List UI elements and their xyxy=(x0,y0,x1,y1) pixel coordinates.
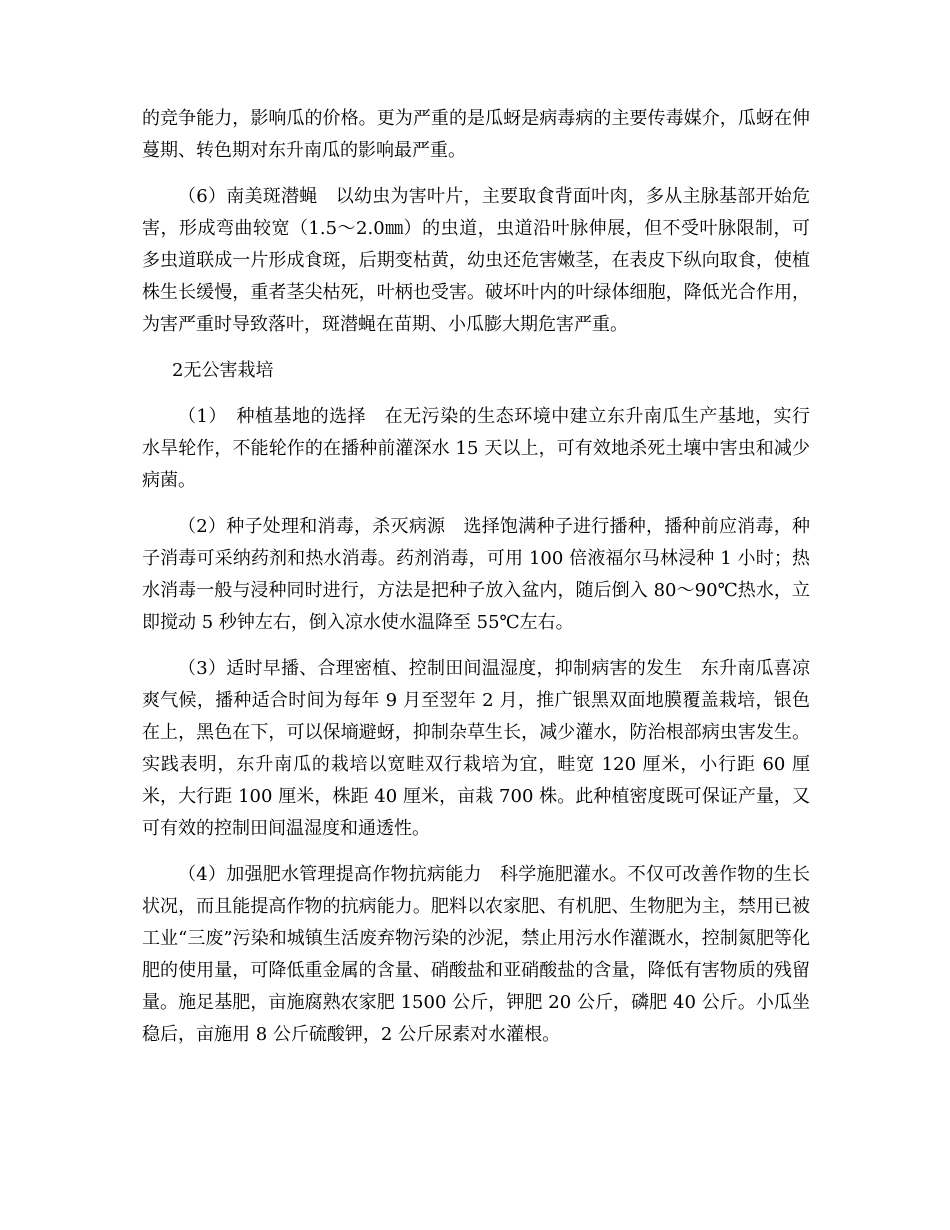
document-page xyxy=(142,103,810,1051)
paragraph-site-selection: （1） 种植基地的选择 在无污染的生态环境中建立东升南瓜生产基地，实行水旱轮作，不能轮作的在播种前灌深水 15 天以上，可有效地杀死土壤中害虫和减少病菌。 xyxy=(142,406,810,491)
paragraph-fertilizer-water: （4）加强肥水管理提高作物抗病能力 科学施肥灌水。不仅可改善作物的生长状况，而且能提高作物的抗病能力。肥料以农家肥、有机肥、生物肥为主，禁用已被工业“三废”污染和城镇生活废弃物污染的沙泥，禁止用污水作灌溉水，控制氮肥等化肥的使用量，可降低重金属的含量、硝酸盐和亚硝酸盐的含量，降低有害物质的残留量。施足基肥，亩施腐熟农家肥 1500 公斤，钾肥 20 公斤，磷肥 40 公斤。小瓜坐稳后，亩施用 8 公斤硫酸钾，2 公斤尿素对水灌根。 xyxy=(142,864,810,1045)
paragraph-aphid-continued: 的竞争能力，影响瓜的价格。更为严重的是瓜蚜是病毒病的主要传毒媒介，瓜蚜在伸蔓期、转色期对东升南瓜的影响最严重。 xyxy=(142,108,810,161)
paragraph-leafminer: （6）南美斑潜蝇 以幼虫为害叶片，主要取食背面叶肉，多从主脉基部开始危害，形成弯曲较宽（1.5～2.0㎜）的虫道，虫道沿叶脉伸展，但不受叶脉限制，可多虫道联成一片形成食斑，后期变枯黄，幼虫还危害嫩茎，在表皮下纵向取食，使植株生长缓慢，重者茎尖枯死，叶柄也受害。破坏叶内的叶绿体细胞，降低光合作用，为害严重时导致落叶，斑潜蝇在苗期、小瓜膨大期危害严重。 xyxy=(142,186,810,335)
section-heading-cultivation: 2无公害栽培 xyxy=(172,360,274,381)
paragraph-sowing-density: （3）适时早播、合理密植、控制田间温湿度，抑制病害的发生 东升南瓜喜凉爽气候，播种适合时间为每年 9 月至翌年 2 月，推广银黑双面地膜覆盖栽培，银色在上，黑色在下，可以保墒避蚜，抑制杂草生长，减少灌水，防治根部病虫害发生。实践表明，东升南瓜的栽培以宽畦双行栽培为宜，畦宽 120 厘米，小行距 60 厘米，大行距 100 厘米，株距 40 厘米，亩栽 700 株。此种植密度既可保证产量，又可有效的控制田间温湿度和通透性。 xyxy=(142,658,810,839)
paragraph-seed-treatment: （2）种子处理和消毒，杀灭病源 选择饱满种子进行播种，播种前应消毒，种子消毒可采纳药剂和热水消毒。药剂消毒，可用 100 倍液福尔马林浸种 1 小时；热水消毒一般与浸种同时进行，方法是把种子放入盆内，随后倒入 80～90℃热水，立即搅动 5 秒钟左右，倒入凉水使水温降至 55℃左右。 xyxy=(142,516,810,633)
